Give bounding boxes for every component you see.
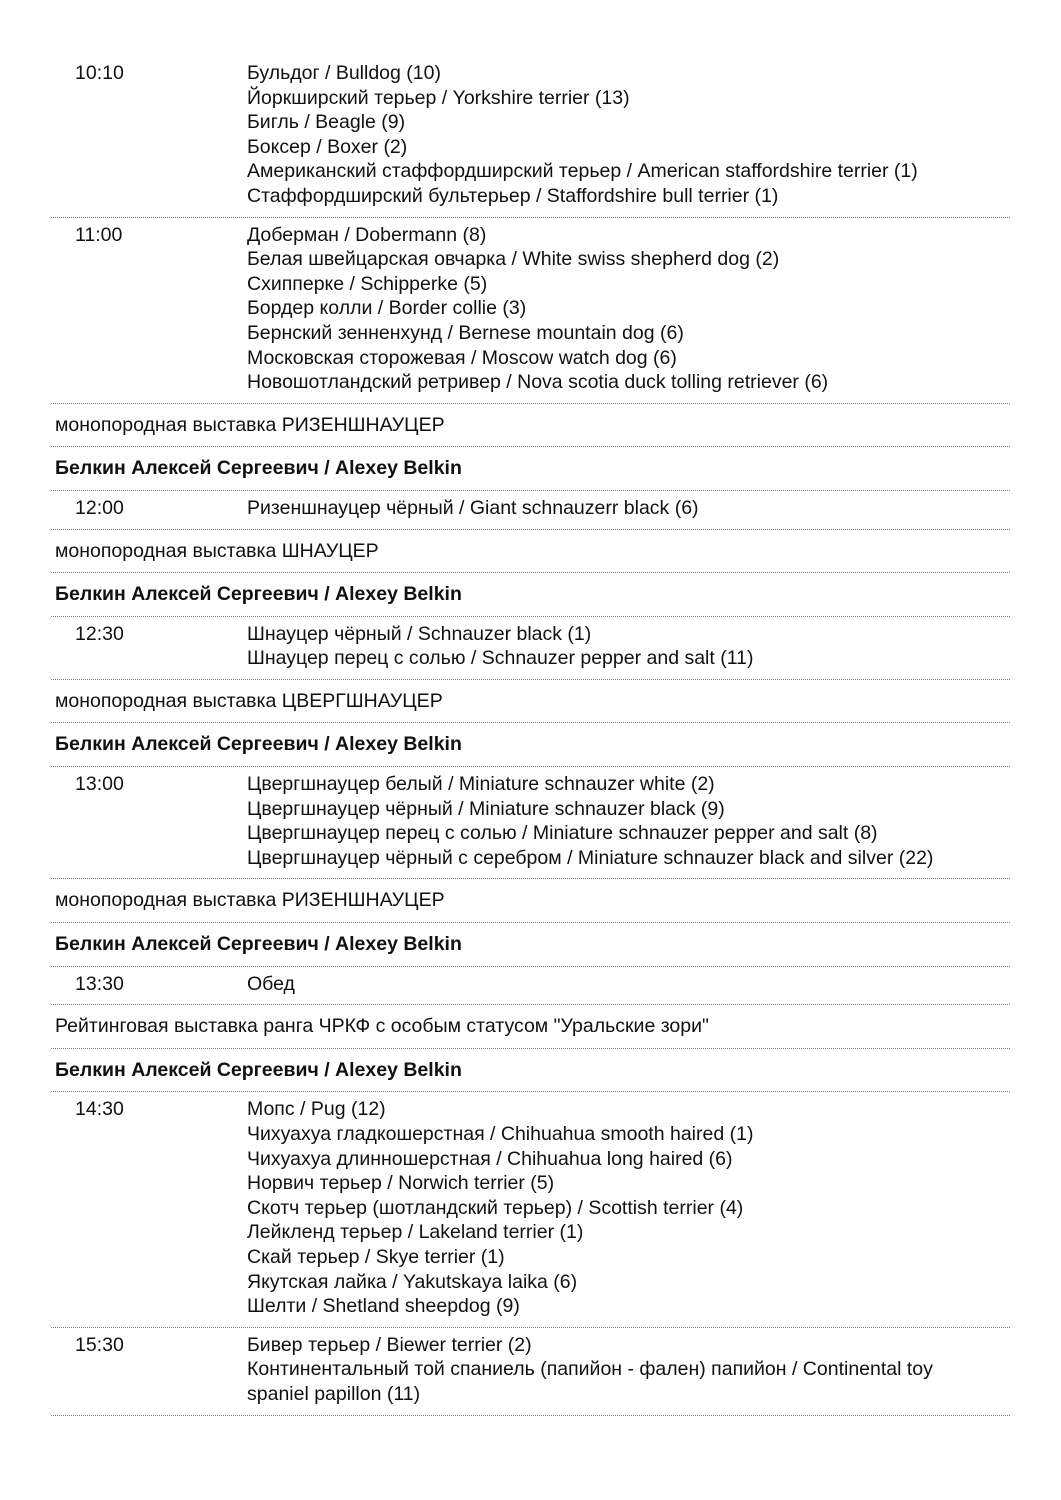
breed-list: [247, 1097, 1010, 1318]
breed-item: Бивер терьер / Biewer terrier (2): [247, 1333, 532, 1356]
breed-item: Шелти / Shetland sheepdog (9): [247, 1295, 520, 1318]
breed-list: [247, 622, 1010, 671]
time-slot: [51, 967, 1010, 1006]
breed-item: Скай терьер / Skye terrier (1): [247, 1245, 505, 1268]
breed-item: Американский стаффордширский терьер / American staffordshire terrier (1): [247, 160, 918, 183]
time-slot-content: [51, 491, 1010, 529]
slot-time: 10:10: [75, 62, 124, 84]
time-slot: [51, 56, 1010, 218]
slot-time: 11:00: [75, 223, 123, 246]
time-slot-content: [51, 218, 1010, 403]
time-slot: [51, 1092, 1010, 1327]
judge-name: Белкин Алексей Сергеевич / Alexey Belkin: [55, 457, 462, 480]
judge-row: [51, 723, 1010, 767]
judge-name: Белкин Алексей Сергеевич / Alexey Belkin: [55, 933, 462, 956]
judge-row: [51, 573, 1010, 617]
slot-time: 12:00: [75, 496, 124, 519]
time-slot-content: [51, 1328, 1010, 1415]
breed-list: [247, 972, 1010, 997]
breed-item: Обед: [247, 972, 295, 995]
breed-item: Чихуахуа гладкошерстная / Chihuahua smooth haired (1): [247, 1123, 754, 1145]
show-title: монопородная выставка РИЗЕНШНАУЦЕР: [55, 889, 445, 912]
breed-item: Бигль / Beagle (9): [247, 111, 406, 134]
breed-item: Шнауцер перец с солью / Schnauzer pepper and salt (11): [247, 647, 754, 670]
breed-item: Схипперке / Schipperke (5): [247, 272, 488, 295]
judge-name: Белкин Алексей Сергеевич / Alexey Belkin: [55, 1058, 462, 1081]
breed-item: Норвич терьер / Norwich terrier (5): [247, 1172, 555, 1195]
breed-list: [247, 772, 1010, 870]
breed-list: [247, 496, 1010, 521]
breed-item: Московская сторожевая / Moscow watch dog (6): [247, 346, 677, 369]
breed-item: Цвергшнауцер чёрный с серебром / Miniature schnauzer black and silver (22): [247, 846, 934, 869]
slot-time: 12:30: [75, 622, 124, 645]
breed-item: Якутская лайка / Yakutskaya laika (6): [247, 1270, 578, 1293]
breed-item: Бульдог / Bulldog (10): [247, 62, 441, 84]
breed-item: Цвергшнауцер белый / Miniature schnauzer white (2): [247, 773, 715, 796]
breed-list: [247, 1333, 1010, 1407]
show-title: монопородная выставка РИЗЕНШНАУЦЕР: [55, 413, 445, 436]
breed-item: Боксер / Boxer (2): [247, 135, 408, 158]
breed-item: Чихуахуа длинношерстная / Chihuahua long haired (6): [247, 1147, 733, 1170]
breed-item: Шнауцер чёрный / Schnauzer black (1): [247, 622, 592, 645]
time-slot: [51, 218, 1010, 404]
breed-list: [247, 223, 1010, 395]
time-slot: [51, 767, 1010, 879]
judge-row: [51, 1049, 1010, 1093]
show-heading-row: [51, 530, 1010, 574]
breed-item: Бернский зенненхунд / Bernese mountain dog (6): [247, 321, 684, 344]
breed-item: Цвергшнауцер чёрный / Miniature schnauzer black (9): [247, 797, 725, 820]
slot-time: 13:00: [75, 773, 124, 796]
show-heading-row: [51, 879, 1010, 923]
breed-item: Бордер колли / Border collie (3): [247, 297, 527, 320]
judge-row: [51, 447, 1010, 491]
slot-time: 14:30: [75, 1098, 124, 1121]
breed-item: Цвергшнауцер перец с солью / Miniature schnauzer pepper and salt (8): [247, 822, 878, 845]
time-slot: [51, 491, 1010, 530]
time-slot-content: [51, 56, 1010, 217]
breed-item: Ризеншнауцер чёрный / Giant schnauzerr black (6): [247, 496, 699, 519]
time-slot-content: [51, 767, 1010, 878]
show-title: монопородная выставка ШНАУЦЕР: [55, 539, 379, 562]
time-slot: [51, 617, 1010, 680]
judge-name: Белкин Алексей Сергеевич / Alexey Belkin: [55, 583, 462, 606]
slot-time: 13:30: [75, 972, 124, 995]
breed-item: Доберман / Dobermann (8): [247, 223, 487, 246]
show-title: монопородная выставка ЦВЕРГШНАУЦЕР: [55, 689, 443, 712]
time-slot: [51, 1328, 1010, 1416]
breed-item: Стаффордширский бультерьер / Staffordshire bull terrier (1): [247, 184, 779, 207]
time-slot-content: [51, 1092, 1010, 1326]
breed-item: Новошотландский ретривер / Nova scotia duck tolling retriever (6): [247, 371, 829, 394]
show-title: Рейтинговая выставка ранга ЧРКФ с особым статусом "Уральские зори": [55, 1015, 709, 1038]
show-heading-row: [51, 404, 1010, 448]
breed-item: Белая швейцарская овчарка / White swiss shepherd dog (2): [247, 248, 780, 271]
breed-list: [247, 61, 1010, 209]
breed-item: spaniel papillon (11): [247, 1382, 421, 1405]
show-heading-row: [51, 680, 1010, 724]
slot-time: 15:30: [75, 1333, 124, 1356]
breed-item: Скотч терьер (шотландский терьер) / Scottish terrier (4): [247, 1196, 744, 1219]
breed-item: Континентальный той спаниель (папийон - фален) папийон / Continental toy: [247, 1358, 933, 1381]
judge-name: Белкин Алексей Сергеевич / Alexey Belkin: [55, 733, 462, 756]
breed-item: Лейкленд терьер / Lakeland terrier (1): [247, 1221, 584, 1244]
breed-item: Йоркширский терьер / Yorkshire terrier (13): [247, 86, 630, 109]
show-heading-row: [51, 1005, 1010, 1049]
time-slot-content: [51, 617, 1010, 679]
judge-row: [51, 923, 1010, 967]
schedule-document: [51, 56, 1010, 1416]
breed-item: Мопс / Pug (12): [247, 1098, 386, 1121]
time-slot-content: [51, 967, 1010, 1005]
